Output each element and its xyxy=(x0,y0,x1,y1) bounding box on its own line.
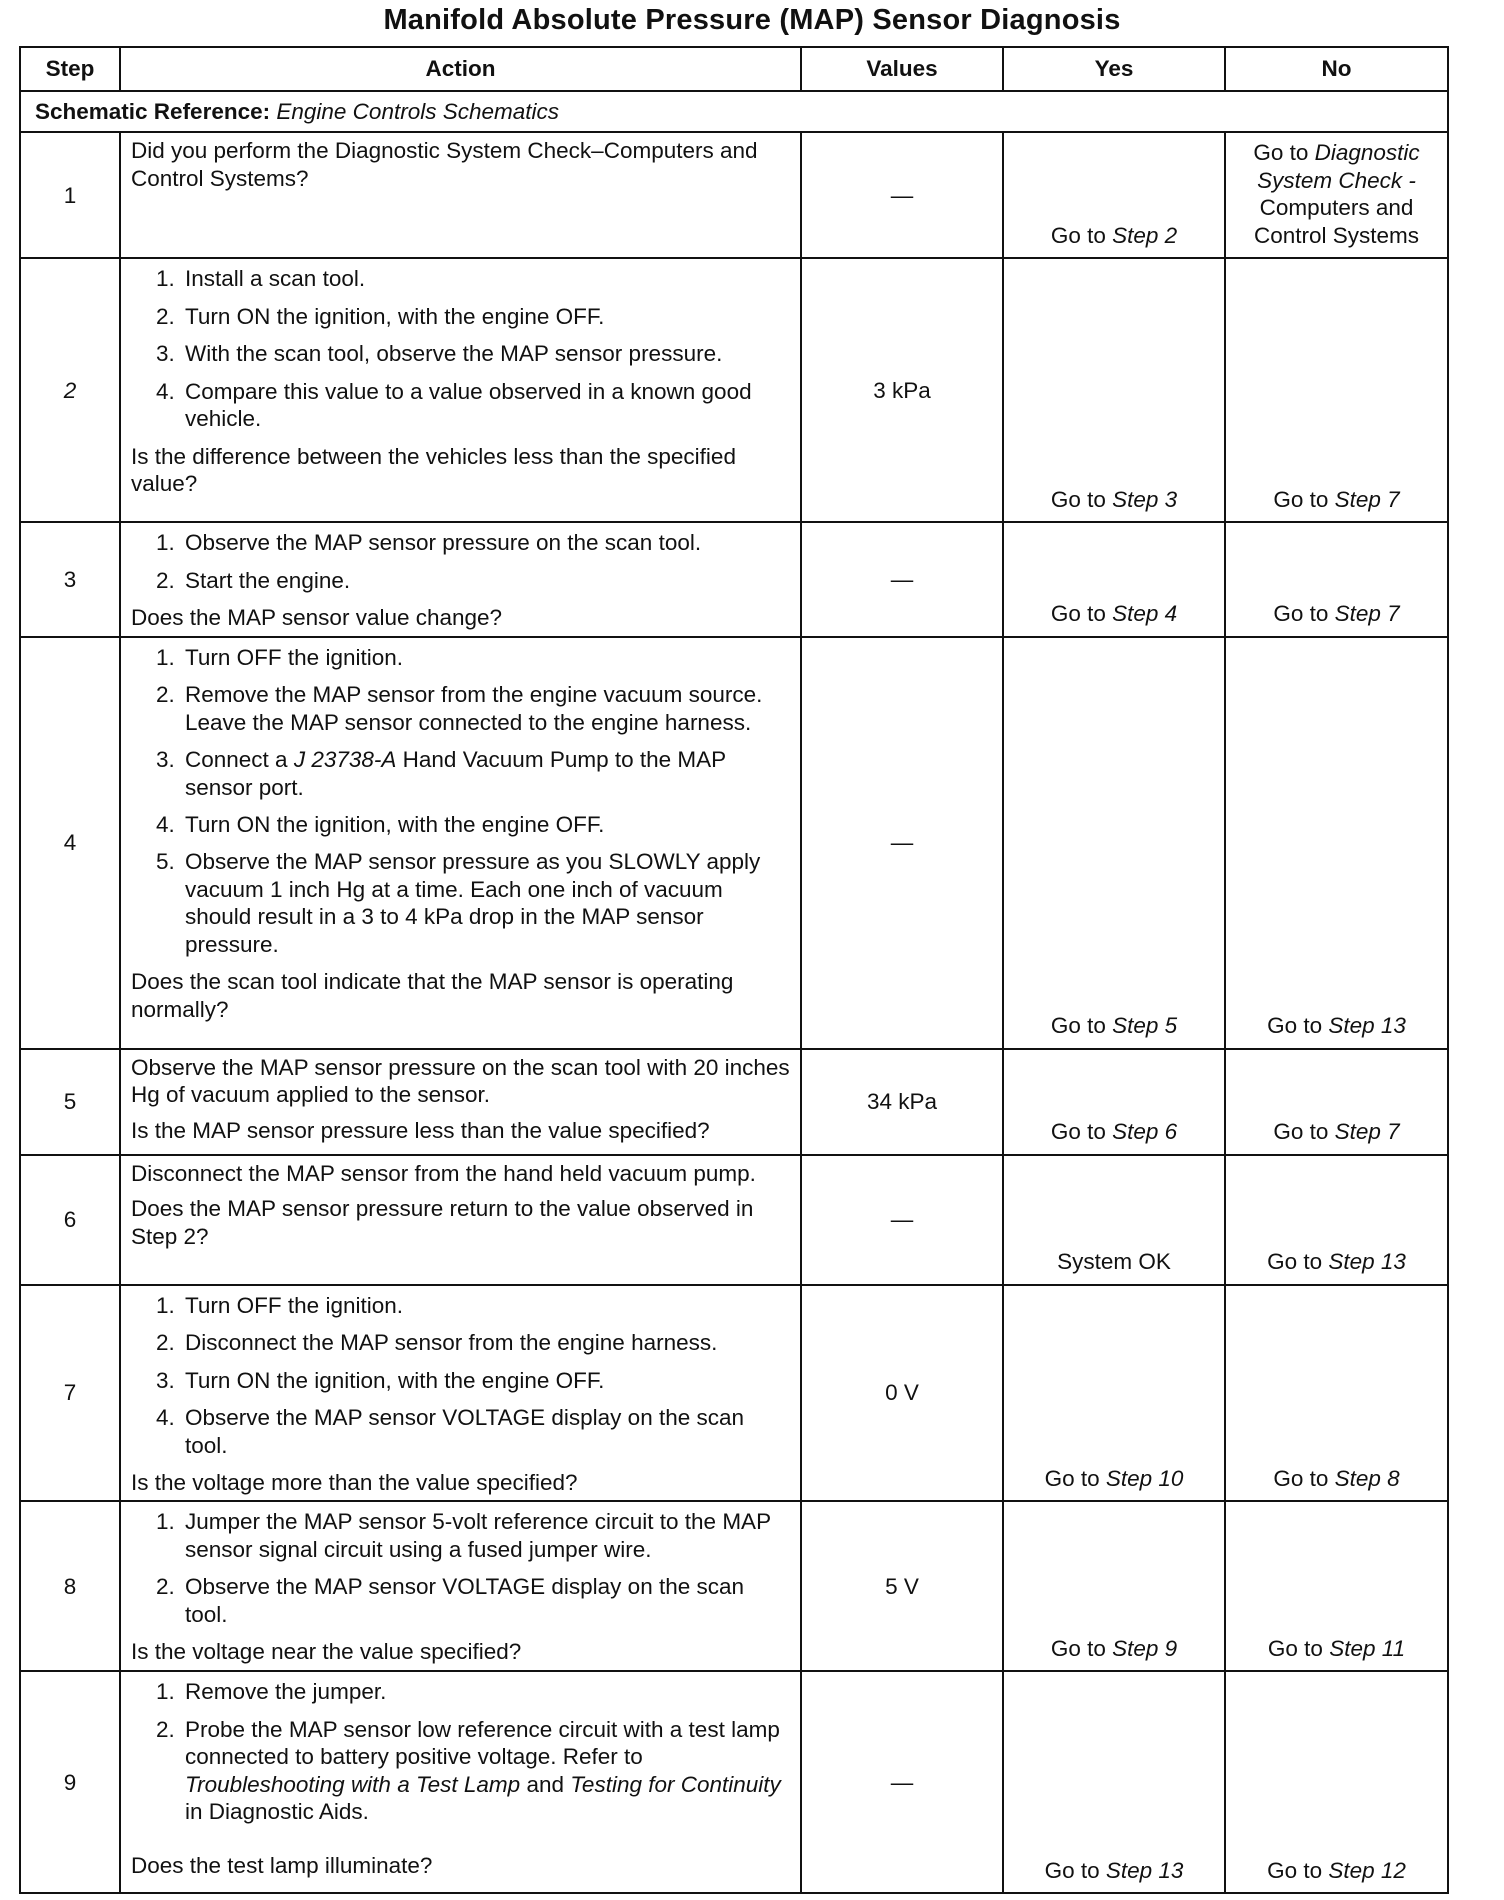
yes-link[interactable]: Step 5 xyxy=(1112,1013,1178,1039)
action-question: Is the MAP sensor pressure less than the value specified? xyxy=(131,1117,710,1143)
action-item: 3. Turn ON the ignition, with the engine OFF. xyxy=(181,1367,790,1394)
header-no: No xyxy=(1225,47,1448,91)
action-question: Is the difference between the vehicles less than the specified value? xyxy=(131,443,736,497)
action-list xyxy=(131,644,790,958)
action-item: 1. Turn OFF the ignition. xyxy=(181,644,790,671)
action-item: 2. Remove the MAP sensor from the engine vacuum source. Leave the MAP sensor connected to the engine harness. xyxy=(181,681,790,736)
value-cell: — xyxy=(801,522,1003,636)
table-row xyxy=(20,132,1448,258)
no-link-suffix: Computers and Control Systems xyxy=(1253,195,1420,248)
yes-link[interactable]: Step 10 xyxy=(1105,1465,1184,1491)
action-item: 2. Disconnect the MAP sensor from the engine harness. xyxy=(181,1329,790,1356)
yes-link[interactable]: Step 6 xyxy=(1112,1119,1178,1145)
yes-cell: Go to Step 3 xyxy=(1003,258,1225,522)
no-link[interactable]: Step 7 xyxy=(1334,487,1400,512)
table-row xyxy=(20,1155,1448,1285)
action-item: 4. Observe the MAP sensor VOLTAGE display on the scan tool. xyxy=(181,1404,790,1459)
header-step: Step xyxy=(20,47,120,91)
action-cell xyxy=(120,1049,801,1155)
yes-cell: Go to Step 6 xyxy=(1003,1049,1225,1155)
action-cell xyxy=(120,522,801,636)
value-cell: 5 V xyxy=(801,1501,1003,1671)
action-list xyxy=(131,1292,790,1459)
reference-link[interactable]: Engine Controls Schematics xyxy=(276,99,560,124)
yes-link[interactable]: Step 13 xyxy=(1105,1857,1184,1883)
table-row xyxy=(20,1285,1448,1502)
action-item: 3. Connect a J 23738-A Hand Vacuum Pump to the MAP sensor port. xyxy=(181,746,790,801)
step-number: 2 xyxy=(20,258,120,522)
action-item: 2. Start the engine. xyxy=(181,567,790,594)
table-row xyxy=(20,258,1448,522)
yes-link[interactable]: Step 3 xyxy=(1112,487,1178,512)
action-list xyxy=(131,1508,790,1628)
no-link[interactable]: Step 12 xyxy=(1328,1857,1406,1883)
action-item: 1. Observe the MAP sensor pressure on the scan tool. xyxy=(181,529,790,556)
value-cell: — xyxy=(801,637,1003,1049)
action-item: 5. Observe the MAP sensor pressure as you SLOWLY apply vacuum 1 inch Hg at a time. Each one inch of vacuum should result in a 3 to 4 kPa drop in the MAP sensor pressure. xyxy=(181,848,790,958)
value-cell: — xyxy=(801,1671,1003,1893)
action-item: 2. Probe the MAP sensor low reference circuit with a test lamp connected to battery positive voltage. Refer to Troubleshooting with a Test Lamp and Testing for Continuity in Diagnostic Aids. xyxy=(181,1716,790,1826)
no-cell: Go to Step 11 xyxy=(1225,1501,1448,1671)
diagnosis-table xyxy=(19,46,1449,1894)
no-link[interactable]: Step 13 xyxy=(1328,1249,1406,1275)
action-question: Does the MAP sensor pressure return to the value observed in Step 2? xyxy=(131,1196,754,1249)
action-cell xyxy=(120,1285,801,1502)
schematic-reference xyxy=(20,91,1448,132)
tool-reference[interactable]: J 23738-A xyxy=(293,747,397,773)
troubleshooting-reference-link[interactable]: Troubleshooting with a Test Lamp xyxy=(185,1771,521,1797)
action-item: 1. Turn OFF the ignition. xyxy=(181,1292,790,1319)
no-link[interactable]: Step 7 xyxy=(1334,601,1400,627)
action-text: Disconnect the MAP sensor from the hand held vacuum pump. xyxy=(131,1160,756,1186)
action-cell xyxy=(120,1501,801,1671)
continuity-reference-link[interactable]: Testing for Continuity xyxy=(570,1771,781,1797)
action-item: 1. Install a scan tool. xyxy=(181,265,790,292)
table-row xyxy=(20,1501,1448,1671)
no-cell: Go to Step 13 xyxy=(1225,637,1448,1049)
action-cell xyxy=(120,132,801,258)
action-list xyxy=(131,265,790,432)
action-list xyxy=(131,1678,790,1825)
step-number: 3 xyxy=(20,522,120,636)
step-number: 4 xyxy=(20,637,120,1049)
step-number: 6 xyxy=(20,1155,120,1285)
action-item: 1. Remove the jumper. xyxy=(181,1678,790,1705)
no-cell: Go to Step 7 xyxy=(1225,1049,1448,1155)
value-cell: — xyxy=(801,1155,1003,1285)
table-row xyxy=(20,522,1448,636)
yes-cell: Go to Step 5 xyxy=(1003,637,1225,1049)
table-row xyxy=(20,637,1448,1049)
no-cell: Go to Step 7 xyxy=(1225,522,1448,636)
yes-cell: Go to Step 10 xyxy=(1003,1285,1225,1502)
no-cell: Go to Step 13 xyxy=(1225,1155,1448,1285)
step-number: 9 xyxy=(20,1671,120,1893)
no-link[interactable]: Diagnostic System Check - xyxy=(1257,140,1420,193)
action-item: 2. Observe the MAP sensor VOLTAGE display on the scan tool. xyxy=(181,1573,790,1628)
action-item: 4. Compare this value to a value observed in a known good vehicle. xyxy=(181,378,790,433)
step-number: 1 xyxy=(20,132,120,258)
action-list xyxy=(131,529,790,594)
yes-cell: Go to Step 13 xyxy=(1003,1671,1225,1893)
no-cell: Go to Step 7 xyxy=(1225,258,1448,522)
action-item: 2. Turn ON the ignition, with the engine OFF. xyxy=(181,303,790,330)
action-question: Does the MAP sensor value change? xyxy=(131,605,503,631)
action-cell xyxy=(120,1155,801,1285)
action-item: 1. Jumper the MAP sensor 5-volt reference circuit to the MAP sensor signal circuit using a fused jumper wire. xyxy=(181,1508,790,1563)
no-link[interactable]: Step 11 xyxy=(1329,1635,1406,1661)
table-row xyxy=(20,1049,1448,1155)
action-question: Is the voltage more than the value specified? xyxy=(131,1469,578,1495)
action-item: 3. With the scan tool, observe the MAP sensor pressure. xyxy=(181,340,790,367)
value-cell: 34 kPa xyxy=(801,1049,1003,1155)
step-number: 5 xyxy=(20,1049,120,1155)
yes-cell: Go to Step 9 xyxy=(1003,1501,1225,1671)
action-question: Does the scan tool indicate that the MAP sensor is operating normally? xyxy=(131,969,734,1022)
no-link[interactable]: Step 8 xyxy=(1334,1465,1400,1491)
no-link[interactable]: Step 7 xyxy=(1334,1119,1400,1145)
header-action: Action xyxy=(120,47,801,91)
value-cell: — xyxy=(801,132,1003,258)
reference-label: Schematic Reference: xyxy=(35,99,271,124)
action-cell xyxy=(120,637,801,1049)
yes-link[interactable]: Step 4 xyxy=(1112,601,1178,627)
value-cell: 0 V xyxy=(801,1285,1003,1502)
yes-link[interactable]: Step 9 xyxy=(1112,1635,1178,1661)
action-item: 4. Turn ON the ignition, with the engine OFF. xyxy=(181,811,790,838)
yes-cell: Go to Step 4 xyxy=(1003,522,1225,636)
step-number: 8 xyxy=(20,1501,120,1671)
action-text: Observe the MAP sensor pressure on the scan tool with 20 inches Hg of vacuum applied to the sensor. xyxy=(131,1054,790,1108)
action-question: Is the voltage near the value specified? xyxy=(131,1639,522,1665)
no-cell: Go to Diagnostic System Check - Computers and Control Systems xyxy=(1225,132,1448,258)
header-values: Values xyxy=(801,47,1003,91)
yes-cell: System OK xyxy=(1003,1155,1225,1285)
page-title: Manifold Absolute Pressure (MAP) Sensor Diagnosis xyxy=(383,4,1121,36)
action-cell xyxy=(120,258,801,522)
yes-cell: Go to Step 2 xyxy=(1003,132,1225,258)
no-cell: Go to Step 8 xyxy=(1225,1285,1448,1502)
action-question: Does the test lamp illuminate? xyxy=(131,1852,433,1878)
header-row xyxy=(20,47,1448,91)
no-link[interactable]: Step 13 xyxy=(1328,1013,1406,1039)
action-text: Did you perform the Diagnostic System Check–Computers and Control Systems? xyxy=(131,138,758,191)
header-yes: Yes xyxy=(1003,47,1225,91)
table-row xyxy=(20,1671,1448,1893)
step-number: 7 xyxy=(20,1285,120,1502)
value-cell: 3 kPa xyxy=(801,258,1003,522)
no-cell: Go to Step 12 xyxy=(1225,1671,1448,1893)
yes-link[interactable]: Step 2 xyxy=(1112,223,1178,248)
schematic-reference-row xyxy=(20,91,1448,132)
action-cell xyxy=(120,1671,801,1893)
